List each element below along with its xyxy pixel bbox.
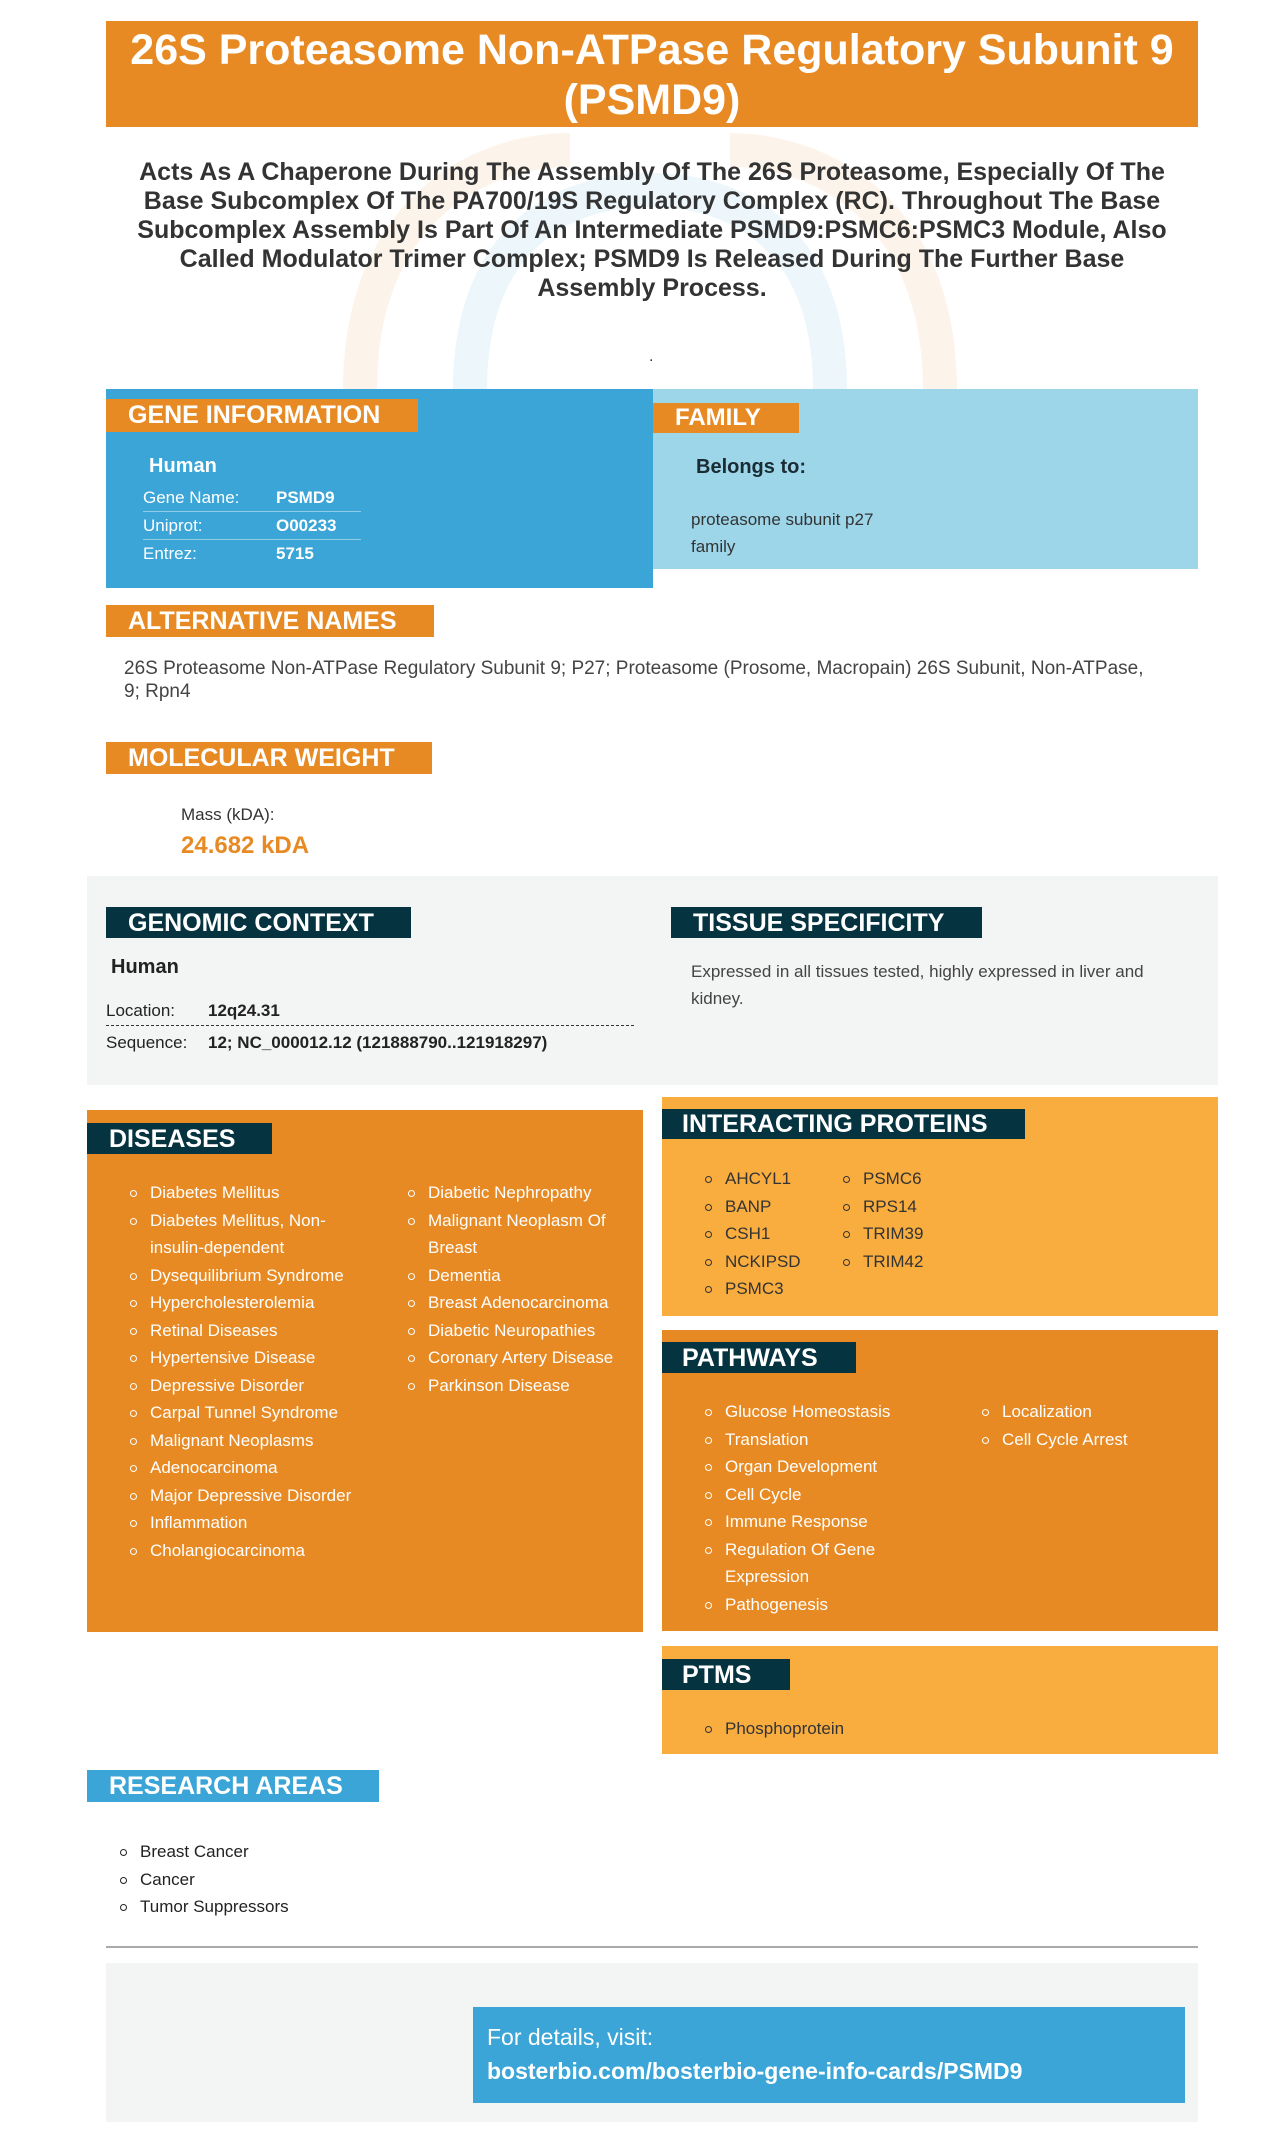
list-item: Coronary Artery Disease xyxy=(400,1344,640,1372)
list-item: Adenocarcinoma xyxy=(122,1454,368,1482)
pathways-heading: PATHWAYS xyxy=(662,1342,856,1373)
list-item: Pathogenesis xyxy=(697,1591,947,1619)
list-item: Carpal Tunnel Syndrome xyxy=(122,1399,368,1427)
list-item: TRIM39 xyxy=(835,1220,965,1248)
list-item: Hypertensive Disease xyxy=(122,1344,368,1372)
pathways-list-col2 xyxy=(974,1398,1194,1453)
gene-info-row: Gene Name: PSMD9 xyxy=(143,484,361,512)
list-item: Dysequilibrium Syndrome xyxy=(122,1262,368,1290)
details-url-link[interactable]: bosterbio.com/bosterbio-gene-info-cards/PSMD9 xyxy=(487,2058,1023,2084)
mass-label: Mass (kDA): xyxy=(181,805,275,824)
details-link-box[interactable] xyxy=(473,2007,1185,2103)
list-item: Cell Cycle xyxy=(697,1481,947,1509)
list-item: Major Depressive Disorder xyxy=(122,1482,368,1510)
list-item: NCKIPSD xyxy=(697,1248,827,1276)
genomic-organism: Human xyxy=(111,956,179,978)
gene-description: Acts As A Chaperone During The Assembly Of The 26S Proteasome, Especially Of The Base Subcomplex Of The PA700/19S Regulatory Complex (RC). Throughout The Base Subcomplex Assembly Is Part Of An Intermediate PSMD9:PSMC6:PSMC3 Module, Also Called Modulator Trimer Complex; PSMD9 Is Released During The Further Base Assembly Process. xyxy=(137,158,1167,302)
gene-information-heading: GENE INFORMATION xyxy=(106,399,418,432)
list-item: Depressive Disorder xyxy=(122,1372,368,1400)
list-item: Malignant Neoplasms xyxy=(122,1427,368,1455)
separator-dot: . xyxy=(649,348,654,365)
list-item: CSH1 xyxy=(697,1220,827,1248)
list-item: Diabetic Neuropathies xyxy=(400,1317,640,1345)
footer-divider xyxy=(106,1946,1198,1948)
research-areas-heading: RESEARCH AREAS xyxy=(87,1770,379,1802)
interacting-list-col1 xyxy=(697,1165,827,1303)
pathways-list-col1 xyxy=(697,1398,947,1618)
list-item: Hypercholesterolemia xyxy=(122,1289,368,1317)
genomic-sequence-row: Sequence: 12; NC_000012.12 (121888790..121918297) xyxy=(106,1033,548,1052)
diseases-list-col1 xyxy=(122,1179,368,1564)
list-item: Regulation Of Gene Expression xyxy=(697,1536,947,1591)
interacting-proteins-heading: INTERACTING PROTEINS xyxy=(662,1109,1025,1139)
interacting-list-col2 xyxy=(835,1165,965,1275)
mass-value: 24.682 kDA xyxy=(181,832,310,859)
genomic-context-heading: GENOMIC CONTEXT xyxy=(106,907,411,938)
list-item: Immune Response xyxy=(697,1508,947,1536)
list-item: Diabetes Mellitus xyxy=(122,1179,368,1207)
list-item: Organ Development xyxy=(697,1453,947,1481)
gene-info-table xyxy=(143,484,361,568)
gene-info-row: Entrez: 5715 xyxy=(143,544,314,563)
gene-organism: Human xyxy=(149,455,217,477)
list-item: TRIM42 xyxy=(835,1248,965,1276)
list-item: Diabetes Mellitus, Non-insulin-dependent xyxy=(122,1207,368,1262)
tissue-specificity-heading: TISSUE SPECIFICITY xyxy=(671,907,982,938)
genomic-location-row: Location: 12q24.31 xyxy=(106,996,634,1026)
list-item: Dementia xyxy=(400,1262,640,1290)
list-item: Cell Cycle Arrest xyxy=(974,1426,1194,1454)
gene-info-row: Uniprot: O00233 xyxy=(143,512,361,540)
list-item: BANP xyxy=(697,1193,827,1221)
list-item: Tumor Suppressors xyxy=(112,1893,412,1921)
diseases-heading: DISEASES xyxy=(87,1123,272,1154)
list-item: Diabetic Nephropathy xyxy=(400,1179,640,1207)
genomic-table xyxy=(106,996,634,1060)
diseases-list-col2 xyxy=(400,1179,640,1399)
list-item: Inflammation xyxy=(122,1509,368,1537)
list-item: PSMC6 xyxy=(835,1165,965,1193)
list-item: AHCYL1 xyxy=(697,1165,827,1193)
list-item: Phosphoprotein xyxy=(697,1715,947,1743)
tissue-specificity-text: Expressed in all tissues tested, highly expressed in liver and kidney. xyxy=(691,962,1144,1008)
list-item: Breast Adenocarcinoma xyxy=(400,1289,640,1317)
list-item: Parkinson Disease xyxy=(400,1372,640,1400)
family-text: proteasome subunit p27 family xyxy=(691,510,874,556)
list-item: RPS14 xyxy=(835,1193,965,1221)
list-item: Retinal Diseases xyxy=(122,1317,368,1345)
research-areas-list xyxy=(112,1838,412,1921)
list-item: Localization xyxy=(974,1398,1194,1426)
molecular-weight-heading: MOLECULAR WEIGHT xyxy=(106,742,432,774)
ptms-list xyxy=(697,1715,947,1743)
list-item: Cancer xyxy=(112,1866,412,1894)
visit-label: For details, visit: xyxy=(487,2024,654,2050)
ptms-heading: PTMS xyxy=(662,1659,790,1690)
family-heading: FAMILY xyxy=(653,403,799,433)
list-item: Malignant Neoplasm Of Breast xyxy=(400,1207,640,1262)
alternative-names-heading: ALTERNATIVE NAMES xyxy=(106,605,434,637)
list-item: Breast Cancer xyxy=(112,1838,412,1866)
family-belongs-label: Belongs to: xyxy=(696,456,806,478)
list-item: Glucose Homeostasis xyxy=(697,1398,947,1426)
page-title: 26S Proteasome Non-ATPase Regulatory Subunit 9 (PSMD9) xyxy=(106,21,1198,127)
list-item: PSMC3 xyxy=(697,1275,827,1303)
list-item: Translation xyxy=(697,1426,947,1454)
list-item: Cholangiocarcinoma xyxy=(122,1537,368,1565)
alternative-names-text: 26S Proteasome Non-ATPase Regulatory Subunit 9; P27; Proteasome (Prosome, Macropain) 26S Subunit, Non-ATPase, 9; Rpn4 xyxy=(124,658,1144,702)
